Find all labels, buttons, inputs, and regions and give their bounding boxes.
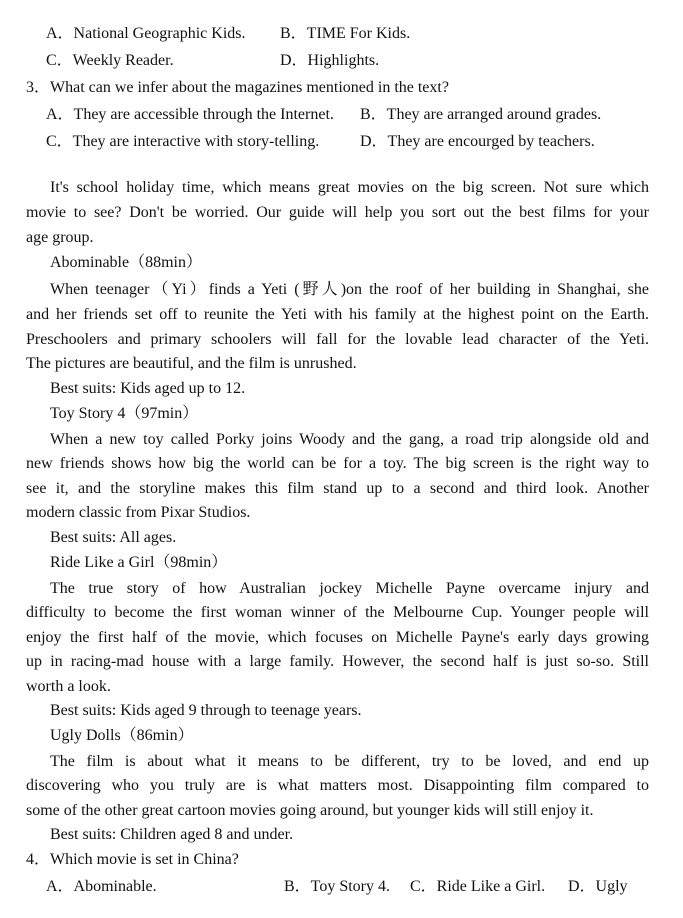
q3-options-row-1 [0,103,683,127]
q2-option-a: A．National Geographic Kids. [46,25,246,42]
q3-option-c: C．They are interactive with story-telling. [46,133,320,150]
q2-option-d: D．Highlights. [280,52,380,69]
q2-options-row-2 [0,49,683,73]
movie-desc-line: up in racing-mad house with a large family. However, the second half is just so-so. Still [26,653,649,670]
movie-desc-line: Preschoolers and primary schoolers will fall for the lovable lead character of the Yeti. [26,331,649,348]
movie-best-suits: Best suits: All ages. [50,529,177,546]
q4-stem-text: 4．Which movie is set in China? [26,851,239,868]
passage-intro-line: movie to see? Don't be worried. Our guide will help you sort out the best films for your [26,204,649,221]
movie-desc-line: When a new toy called Porky joins Woody and the gang, a road trip alongside old and [50,431,649,448]
movie-desc-line: The film is about what it means to be different, try to be loved, and end up [50,753,649,770]
movie-title-ride-like-a-girl: Ride Like a Girl（98min） [50,554,228,571]
movie-desc-line: new friends shows how big the world can be for a toy. The big screen is the right way to [26,455,649,472]
movie-best-suits: Best suits: Children aged 8 and under. [50,826,294,843]
passage-intro-line: age group. [26,229,94,246]
movie-desc-line: modern classic from Pixar Studios. [26,504,251,521]
q2-option-b: B．TIME For Kids. [280,25,411,42]
movie-best-suits: Best suits: Kids aged up to 12. [50,380,246,397]
movie-desc-line: discovering who you truly are is what matters most. Disappointing film compared to [26,777,649,794]
q4-option-d: D．Ugly [568,878,628,895]
movie-desc-line: When teenager（Yi）finds a Yeti (野人)on the roof of her building in Shanghai, she [50,281,649,298]
q3-options-row-2 [0,130,683,154]
movie-title [0,251,683,275]
movie-title-toy-story-4: Toy Story 4（97min） [50,405,199,422]
movie-desc-line: worth a look. [26,678,111,695]
q4-options-row [0,875,683,899]
q2-option-c: C．Weekly Reader. [46,52,174,69]
movie-desc-line: see it, and the storyline makes this film stand up to a second and third look. Another [26,480,649,497]
movie-desc-line: and her friends set off to reunite the Yeti with his family at the highest point on the Earth. [26,306,649,323]
q4-stem [0,848,683,872]
movie-desc-line: The pictures are beautiful, and the film is unrushed. [26,355,357,372]
movie-title [0,402,683,426]
q4-option-b: B．Toy Story 4. [284,878,391,895]
q2-options-row-1 [0,22,683,46]
movie-title [0,724,683,748]
q3-option-b: B．They are arranged around grades. [360,106,602,123]
movie-desc-line: The true story of how Australian jockey Michelle Payne overcame injury and [50,580,649,597]
movie-title [0,551,683,575]
q3-option-a: A．They are accessible through the Internet. [46,106,334,123]
q3-stem-text: 3．What can we infer about the magazines mentioned in the text? [26,79,449,96]
q4-option-a: A．Abominable. [46,878,157,895]
movie-desc-line: difficulty to become the first woman winner of the Melbourne Cup. Younger people will [26,604,649,621]
movie-desc-line: enjoy the first half of the movie, which focuses on Michelle Payne's early days growing [26,629,649,646]
passage-intro-line: It's school holiday time, which means great movies on the big screen. Not sure which [50,179,649,196]
q4-option-c: C．Ride Like a Girl. [410,878,546,895]
movie-title-ugly-dolls: Ugly Dolls（86min） [50,727,194,744]
movie-title-abominable: Abominable（88min） [50,254,202,271]
q3-stem [0,76,683,100]
movie-desc-line: some of the other great cartoon movies going around, but younger kids will still enjoy it. [26,802,594,819]
movie-best-suits: Best suits: Kids aged 9 through to teenage years. [50,702,362,719]
q3-option-d: D．They are encourged by teachers. [360,133,595,150]
